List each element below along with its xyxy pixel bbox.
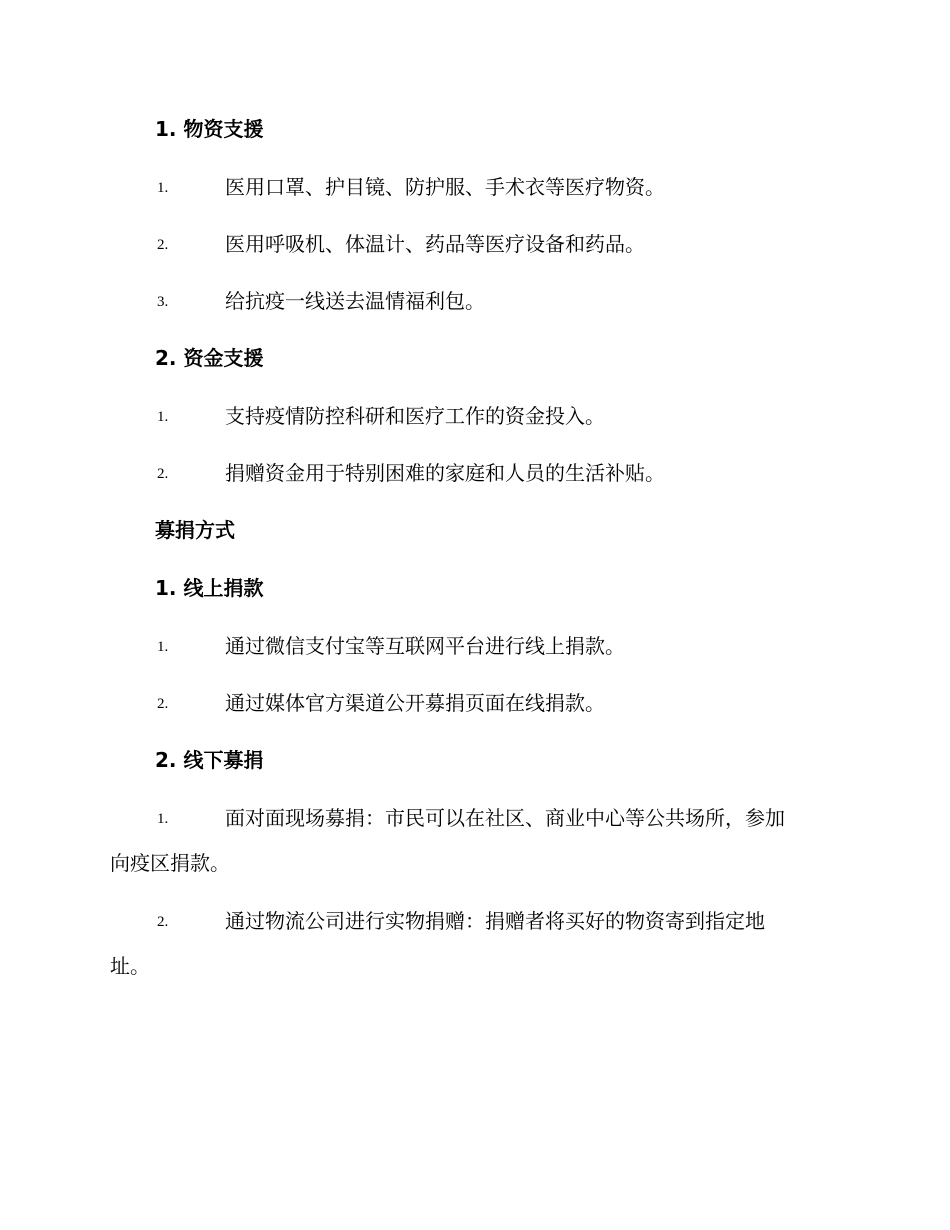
- list-number: 2.: [157, 237, 169, 253]
- list-text: 捐赠资金用于特别困难的家庭和人员的生活补贴。: [225, 461, 665, 485]
- list-text: 给抗疫一线送去温情福利包。: [225, 289, 485, 313]
- list-number: 2.: [157, 466, 169, 482]
- list-number: 2.: [157, 914, 169, 930]
- list-number: 1.: [157, 180, 169, 196]
- section-heading-material-support: 1. 物资支援: [155, 117, 264, 141]
- list-text: 通过媒体官方渠道公开募捐页面在线捐款。: [225, 691, 605, 715]
- list-text: 支持疫情防控科研和医疗工作的资金投入。: [225, 404, 605, 428]
- list-text: 面对面现场募捐：市民可以在社区、商业中心等公共场所，参加: [225, 806, 785, 830]
- list-number: 3.: [157, 294, 169, 310]
- list-text-continuation: 址。: [110, 954, 150, 978]
- list-text: 通过物流公司进行实物捐赠：捐赠者将买好的物资寄到指定地: [225, 909, 765, 933]
- list-text-continuation: 向疫区捐款。: [110, 851, 230, 875]
- section-heading-online-donation: 1. 线上捐款: [155, 576, 264, 600]
- list-text: 通过微信支付宝等互联网平台进行线上捐款。: [225, 634, 625, 658]
- list-text: 医用呼吸机、体温计、药品等医疗设备和药品。: [225, 232, 645, 256]
- section-heading-fund-support: 2. 资金支援: [155, 346, 264, 370]
- list-text: 医用口罩、护目镜、防护服、手术衣等医疗物资。: [225, 175, 665, 199]
- list-number: 1.: [157, 639, 169, 655]
- section-heading-donation-methods: 募捐方式: [155, 518, 235, 542]
- list-number: 1.: [157, 811, 169, 827]
- section-heading-offline-donation: 2. 线下募捐: [155, 748, 264, 772]
- list-number: 1.: [157, 409, 169, 425]
- list-number: 2.: [157, 696, 169, 712]
